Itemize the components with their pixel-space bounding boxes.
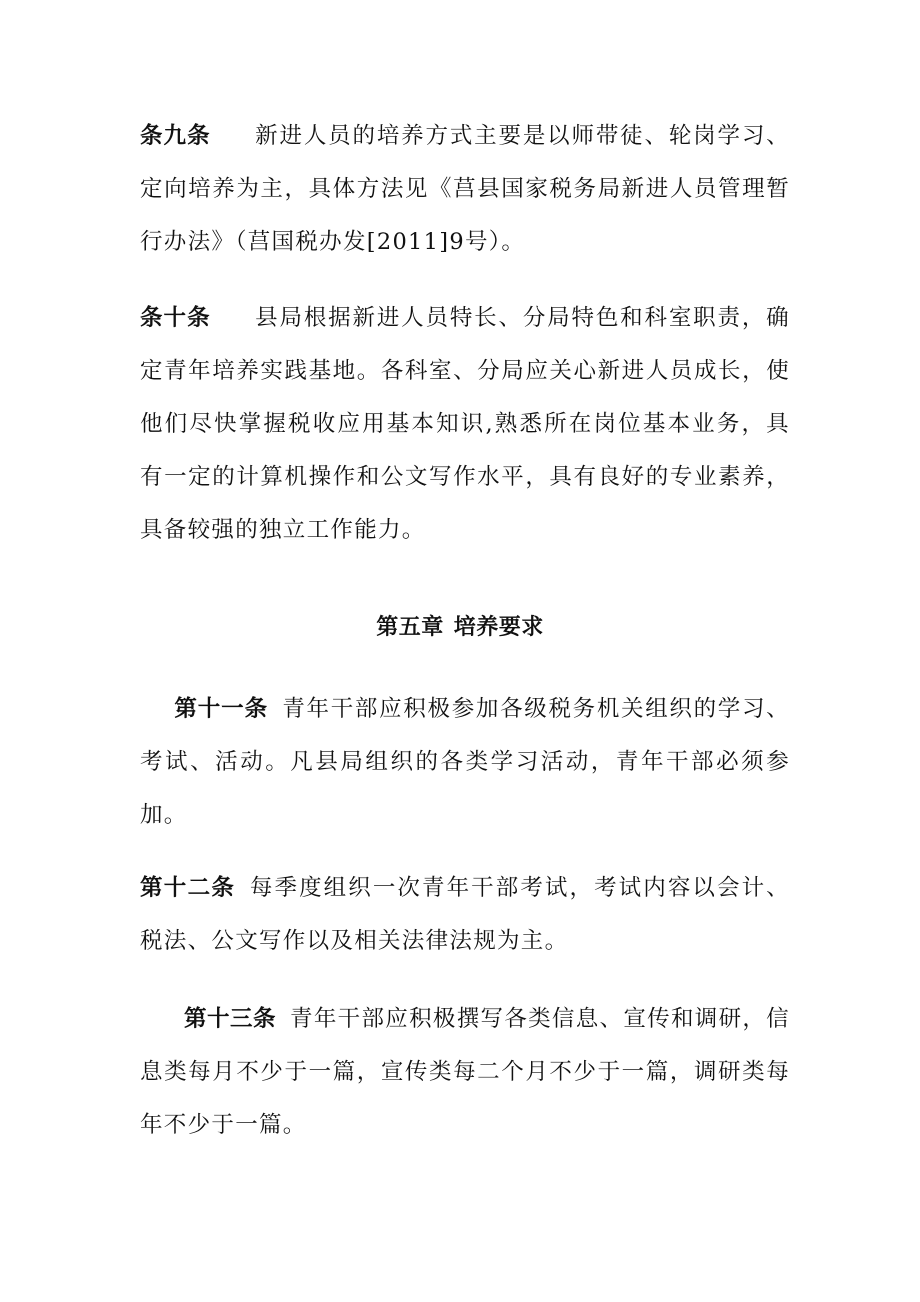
- article-label: 第十二条: [140, 875, 236, 901]
- article-text: 青年干部应积极撰写各类信息、宣传和调研，信息类每月不少于一篇，宣传类每二个月不少于一篇，调研类每年不少于一篇。: [140, 1006, 790, 1138]
- article-label: 条九条: [140, 123, 211, 149]
- article-text: 县局根据新进人员特长、分局特色和科室职责，确定青年培养实践基地。各科室、分局应关心新进人员成长，使他们尽快掌握税收应用基本知识,熟悉所在岗位基本业务，具有一定的计算机操作和公文写作水平，具有良好的专业素养，具备较强的独立工作能力。: [140, 305, 790, 543]
- article-12: [140, 862, 790, 968]
- article-text: 每季度组织一次青年干部考试，考试内容以会计、税法、公文写作以及相关法律法规为主。: [140, 875, 790, 954]
- article-13: [140, 993, 790, 1152]
- article-9: [140, 110, 790, 269]
- article-label: 第十三条: [184, 1006, 277, 1032]
- article-text: 新进人员的培养方式主要是以师带徒、轮岗学习、定向培养为主，具体方法见《莒县国家税务局新进人员管理暂行办法》（莒国税办发[2011]9号）。: [140, 123, 790, 255]
- chapter-heading: [0, 608, 920, 648]
- chapter-number: 第五章: [376, 615, 444, 640]
- article-label: 条十条: [140, 305, 211, 331]
- article-text: 青年干部应积极参加各级税务机关组织的学习、考试、活动。凡县局组织的各类学习活动，青年干部必须参加。: [140, 696, 790, 828]
- article-10: [140, 292, 790, 557]
- article-label: 第十一条: [174, 696, 268, 722]
- chapter-title: 培养要求: [453, 615, 544, 640]
- article-11: [140, 683, 790, 842]
